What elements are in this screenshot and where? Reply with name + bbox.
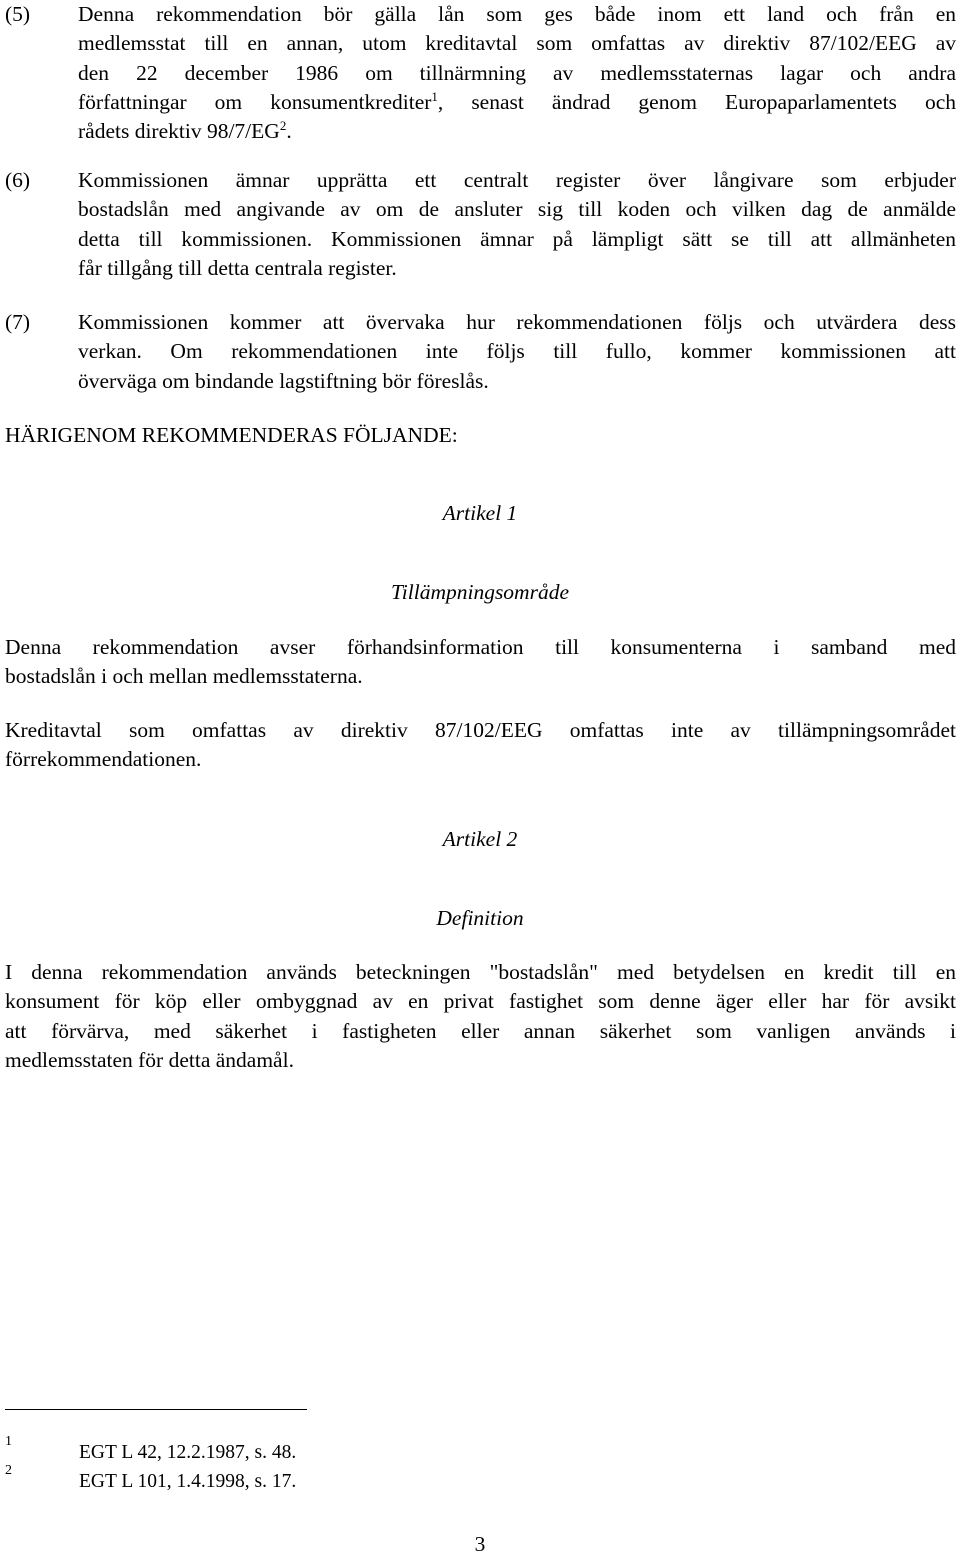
text-line: den 22 december 1986 om tillnärmning av medlemsstaternas lagar och andra [78, 60, 956, 85]
text-line: I denna rekommendation används beteckningen "bostadslån" med betydelsen en kredit till en [5, 960, 956, 984]
article-2-paragraph-1 [5, 958, 956, 1075]
text-line [78, 117, 956, 146]
recital-text [78, 308, 956, 396]
recital-number: (7) [5, 310, 31, 334]
text-line: Kreditavtal som omfattas av direktiv 87/102/EEG omfattas inte av tillämpningsområdet [5, 718, 956, 742]
text-line: att förvärva, med säkerhet i fastigheten eller annan säkerhet som vanligen används i [5, 1018, 956, 1043]
recital-number: (6) [5, 168, 31, 192]
enacting-formula: HÄRIGENOM REKOMMENDERAS FÖLJANDE: [5, 423, 458, 447]
text-line: bostadslån i och mellan medlemsstaterna. [5, 664, 363, 689]
article-1-paragraph-2 [5, 716, 956, 775]
article-1-title: Tillämpningsområde [391, 580, 569, 604]
footnote-text: EGT L 42, 12.2.1987, s. 48. [79, 1442, 297, 1463]
article-1-paragraph-1 [5, 633, 956, 692]
article-2-title: Definition [436, 906, 524, 930]
text-line: Kommissionen kommer att övervaka hur rekommendationen följs och utvärdera dess [78, 310, 956, 334]
recital-7 [5, 308, 956, 396]
text-line: Kommissionen ämnar upprätta ett centralt register över långivare som erbjuder [78, 168, 956, 192]
footnote-text: EGT L 101, 1.4.1998, s. 17. [79, 1471, 297, 1492]
text-line: medlemsstaten för detta ändamål. [5, 1047, 294, 1072]
text-line: Denna rekommendation avser förhandsinformation till konsumenterna i samband med [5, 635, 956, 659]
recital-text [78, 166, 956, 283]
text-line [78, 88, 956, 117]
text-line: detta till kommissionen. Kommissionen ämnar på lämpligt sätt se till att allmänheten [78, 226, 956, 251]
text-fragment: , senast ändrad genom Europaparlamentets och [437, 89, 956, 114]
footnote-separator [5, 1409, 307, 1410]
article-2-label: Artikel 2 [442, 827, 518, 851]
footnote-mark: 1 [5, 1434, 12, 1449]
text-fragment: rådets direktiv 98/7/EG [78, 119, 280, 144]
text-line: medlemsstat till en annan, utom kreditavtal som omfattas av direktiv 87/102/EEG av [78, 31, 956, 56]
footnote-mark: 2 [5, 1463, 12, 1478]
text-line: förrekommendationen. [5, 747, 202, 772]
text-line: bostadslån med angivande av om de ansluter sig till koden och vilken dag de anmälde [78, 197, 956, 222]
text-line: överväga om bindande lagstiftning bör föreslås. [78, 368, 489, 393]
footnote-ref: 1 [431, 88, 438, 104]
article-1-label: Artikel 1 [442, 501, 518, 525]
text-line: får tillgång till detta centrala register. [78, 255, 397, 280]
text-line: Denna rekommendation bör gälla lån som ges både inom ett land och från en [78, 2, 956, 26]
recital-number: (5) [5, 2, 31, 26]
recital-6 [5, 166, 956, 283]
text-line: verkan. Om rekommendationen inte följs till fullo, kommer kommissionen att [78, 339, 956, 364]
text-fragment: författningar om konsumentkrediter [78, 89, 432, 114]
text-line: konsument för köp eller ombyggnad av en privat fastighet som denne äger eller har för avsikt [5, 989, 956, 1014]
page-number: 3 [474, 1532, 486, 1556]
recital-text [78, 0, 956, 146]
recital-5 [5, 0, 956, 146]
footnote-ref: 2 [279, 118, 287, 134]
text-fragment: . [286, 119, 292, 144]
